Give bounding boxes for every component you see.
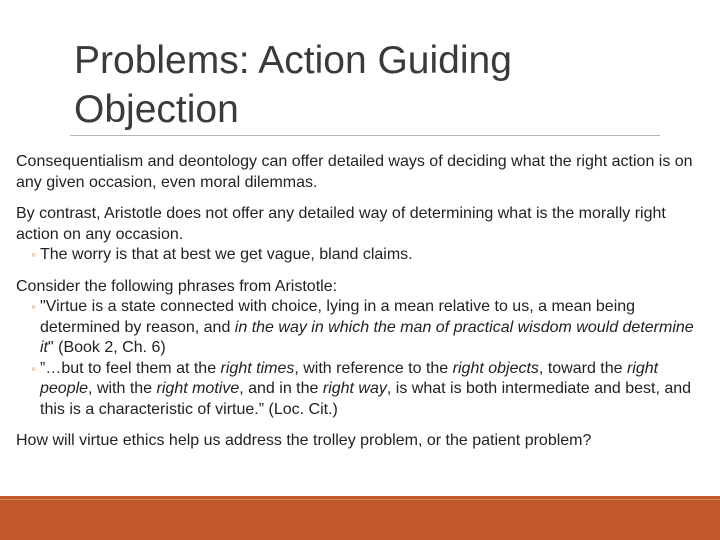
bullet-icon: ◦ — [31, 360, 36, 376]
paragraph-consequentialism: Consequentialism and deontology can offer detailed ways of deciding what the right action is on any given occasion, even moral dilemmas. — [16, 153, 693, 191]
quote-2-part: , and in the — [239, 380, 323, 397]
paragraph-aristotle-contrast: By contrast, Aristotle does not offer any detailed way of determining what is the morally right action on any occasion. — [16, 205, 666, 243]
quote-2-emphasis: right way — [322, 380, 387, 397]
sub-bullet-worry — [16, 245, 708, 266]
title-divider — [70, 135, 660, 136]
quote-2-emphasis: right times — [220, 359, 295, 377]
sub-bullet-worry-text: The worry is that at best we get vague, bland claims. — [40, 246, 413, 263]
sub-bullet-quote-2 — [16, 359, 708, 421]
quote-2-emphasis: right motive — [156, 380, 240, 397]
slide-title — [74, 36, 674, 134]
quote-1-citation: " (Book 2, Ch. 6) — [48, 339, 166, 356]
quote-2-part: , with reference to the — [294, 359, 453, 377]
paragraph-question: How will virtue ethics help us address the trolley problem, or the patient problem? — [16, 432, 592, 449]
footer-accent-line — [0, 499, 720, 500]
quote-2-citation: , is what is both intermediate and best, and this is a characteristic of virtue.” (Loc. Cit.) — [40, 380, 692, 418]
paragraph-consider: Consider the following phrases from Aristotle: — [16, 277, 338, 295]
title-line-1: Problems: Action Guiding — [74, 39, 512, 82]
quote-1-part: "Virtue is a state connected with choice, lying in a mean relative to us, a mean being determined by reason, and — [40, 298, 636, 336]
sub-bullet-quote-1 — [16, 297, 708, 359]
quote-1-text — [40, 297, 708, 359]
bullet-icon: ◦ — [31, 299, 36, 314]
quote-1-emphasis: in the way in which the man of practical wisdom would determine it — [40, 318, 694, 356]
quote-2-part: , with the — [88, 380, 157, 397]
quote-2-part: , toward the — [538, 359, 627, 377]
quote-2-emphasis: right people — [40, 359, 659, 397]
footer-accent-band — [0, 496, 720, 540]
quote-2-part: ”…but to feel them at the — [40, 359, 221, 377]
slide-body — [16, 152, 708, 463]
title-line-2: Objection — [74, 88, 239, 131]
quote-2-text — [40, 359, 708, 421]
quote-2-emphasis: right objects — [452, 359, 539, 377]
bullet-icon: ◦ — [31, 247, 36, 262]
